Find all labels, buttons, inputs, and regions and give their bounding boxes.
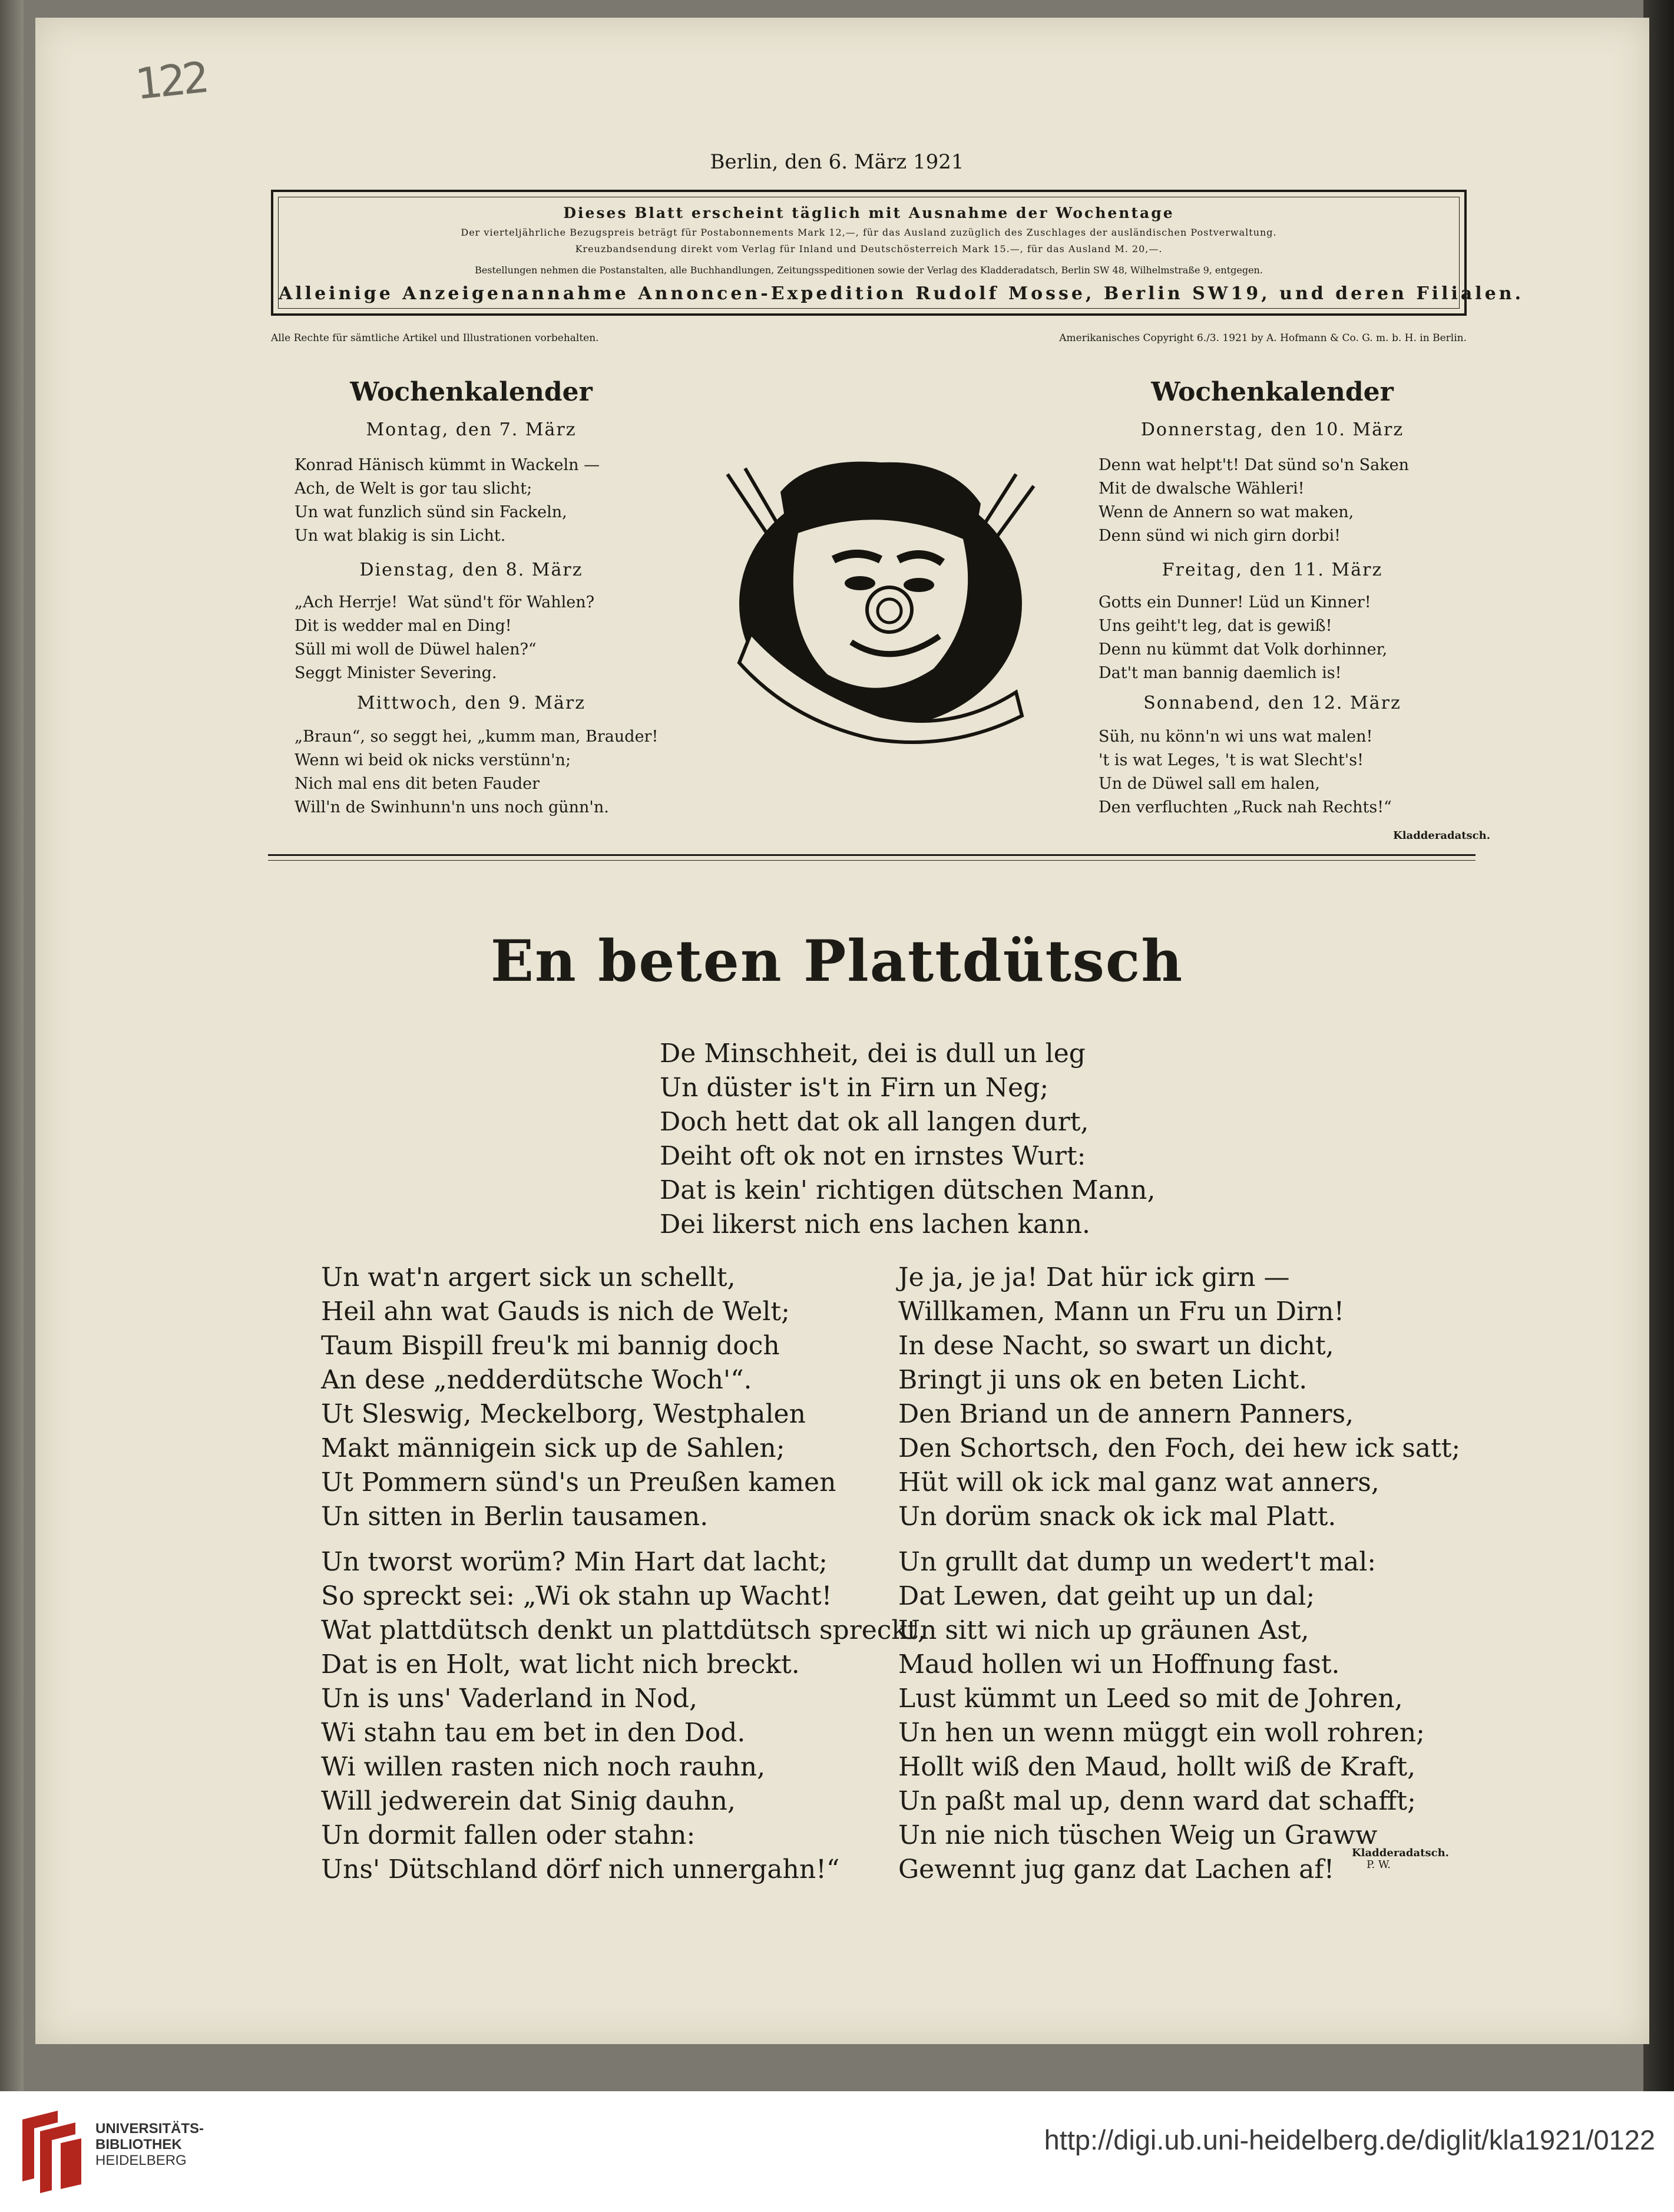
rights-reserved: Alle Rechte für sämtliche Artikel und Illustrationen vorbehalten. — [271, 332, 599, 344]
pencil-page-number: 122 — [133, 52, 209, 110]
day-heading-thursday: Donnerstag, den 10. März — [1140, 419, 1404, 440]
dateline: Berlin, den 6. März 1921 — [710, 150, 964, 174]
notice-line-1: Dieses Blatt erscheint täglich mit Ausnahme der Wochentage — [563, 204, 1175, 221]
library-name-line-3: HEIDELBERG — [95, 2153, 187, 2168]
calendar-signature: Kladderadatsch. — [1393, 829, 1490, 842]
poem-right-stanza-2: Un grullt dat dump un wedert't mal: Dat Lewen, dat geiht up un dal; Un sitt wi nich up gräunen Ast, Maud hollen wi un Hoffnung fast. Lust kümmt un Leed so mit de Johren, Un hen un wenn müggt ein woll rohren; Hollt wiß den Maud, hollt wiß de Kraft, Un paßt mal up, denn ward dat schafft; Un nie nich tüschen Weig un Graww Gewennt jug ganz dat Lachen af! — [898, 1547, 1425, 1884]
poem-intro-stanza: De Minschheit, dei is dull un leg Un düster is't in Firn un Neg; Doch hett dat ok all langen durt, Deiht oft ok not en irnstes Wurt: Dat is kein' richtigen dütschen Mann, Dei likerst nich ens lachen kann. — [660, 1039, 1156, 1239]
library-name-line-1: UNIVERSITÄTS- — [95, 2121, 204, 2137]
caricature-illustration — [704, 439, 1057, 751]
day-heading-friday: Freitag, den 11. März — [1162, 560, 1383, 580]
page-shadow — [0, 0, 24, 2091]
university-library-logo-icon — [16, 2108, 87, 2196]
notice-line-2: Der vierteljährliche Bezugspreis beträgt für Postabonnements Mark 12,—, für das Ausland zuzüglich des Zuschlages der ausländischen Postverwaltung. — [461, 227, 1277, 238]
poem-initials: P. W. — [1367, 1859, 1391, 1871]
verse-monday: Konrad Hänisch kümmt in Wackeln — Ach, de Welt is gor tau slicht; Un wat funzlich sünd sin Fackeln, Un wat blakig is sin Licht. — [295, 456, 600, 545]
verse-tuesday: „Ach Herrje! Wat sünd't för Wahlen? Dit is wedder mal en Ding! Süll mi woll de Düwel halen?“ Seggt Minister Severing. — [295, 593, 595, 682]
right-column-title: Wochenkalender — [1151, 377, 1394, 407]
verse-thursday: Denn wat helpt't! Dat sünd so'n Saken Mit de dwalsche Wähleri! Wenn de Annern so wat maken, Denn sünd wi nich girn dorbi! — [1099, 456, 1409, 545]
day-heading-saturday: Sonnabend, den 12. März — [1143, 693, 1401, 713]
notice-line-4: Bestellungen nehmen die Postanstalten, alle Buchhandlungen, Zeitungsspeditionen sowie der Verlag des Kladderadatsch, Berlin SW 48, Wilhelmstraße 9, entgegen. — [475, 264, 1263, 276]
copyright-notice: Amerikanisches Copyright 6./3. 1921 by A. Hofmann & Co. G. m. b. H. in Berlin. — [1059, 332, 1467, 344]
day-heading-wednesday: Mittwoch, den 9. März — [356, 693, 586, 713]
day-heading-tuesday: Dienstag, den 8. März — [359, 560, 583, 580]
subscription-notice-box — [271, 190, 1524, 316]
verse-wednesday: „Braun“, so seggt hei, „kumm man, Brauder! Wenn wi beid ok nicks verstünn'n; Nich mal ens dit beten Fauder Will'n de Swinhunn'n uns noch günn'n. — [295, 728, 659, 816]
section-rule-thin — [268, 860, 1475, 861]
poem-left-stanza-1: Un wat'n argert sick un schellt, Heil ahn wat Gauds is nich de Welt; Taum Bispill freu'k mi bannig doch An dese „nedderdütsche Woch'“. Ut Sleswig, Meckelborg, Westphalen Makt männigein sick up de Sahlen; Ut Pommern sünd's un Preußen kamen Un sitten in Berlin tausamen. — [321, 1262, 836, 1532]
left-column-title: Wochenkalender — [350, 377, 593, 407]
verse-friday: Gotts ein Dunner! Lüd un Kinner! Uns geiht't leg, dat is gewiß! Denn nu kümmt dat Volk dorhinner, Dat't man bannig daemlich is! — [1099, 593, 1388, 682]
poem-signature: Kladderadatsch. — [1352, 1847, 1449, 1859]
notice-line-3: Kreuzbandsendung direkt vom Verlag für Inland und Deutschösterreich Mark 15.—, für das Ausland M. 20,—. — [575, 243, 1163, 254]
poem-right-stanza-1: Je ja, je ja! Dat hür ick girn — Willkamen, Mann un Fru un Dirn! In dese Nacht, so swart un dicht, Bringt ji uns ok en beten Licht. Den Briand un de annern Panners, Den Schortsch, den Foch, dei hew ick satt; Hüt will ok ick mal ganz wat anners, Un dorüm snack ok ick mal Platt. — [898, 1262, 1461, 1532]
poem-title: En beten Plattdütsch — [490, 928, 1184, 994]
day-heading-monday: Montag, den 7. März — [366, 419, 577, 440]
notice-line-5: Alleinige Anzeigenannahme Annoncen-Expedition Rudolf Mosse, Berlin SW19, und deren Filialen. — [279, 283, 1524, 304]
source-url[interactable]: http://digi.ub.uni-heidelberg.de/diglit/kla1921/0122 — [1044, 2124, 1655, 2155]
poem-left-stanza-2: Un tworst worüm? Min Hart dat lacht; So spreckt sei: „Wi ok stahn up Wacht! Wat plattdütsch denkt un plattdütsch spreckt, Dat is en Holt, wat licht nich breckt. Un is uns' Vaderland in Nod, Wi stahn tau em bet in den Dod. Wi willen rasten nich noch rauhn, Will jedwerein dat Sinig dauhn, Un dormit fallen oder stahn: Uns' Dütschland dörf nich unnergahn!“ — [321, 1547, 926, 1884]
library-name-line-2: BIBLIOTHEK — [95, 2137, 182, 2153]
section-rule — [268, 854, 1475, 856]
library-name — [95, 2121, 204, 2168]
verse-saturday: Süh, nu könn'n wi uns wat malen! 't is wat Leges, 't is wat Slecht's! Un de Düwel sall em halen, Den verfluchten „Ruck nah Rechts!“ — [1099, 728, 1392, 816]
